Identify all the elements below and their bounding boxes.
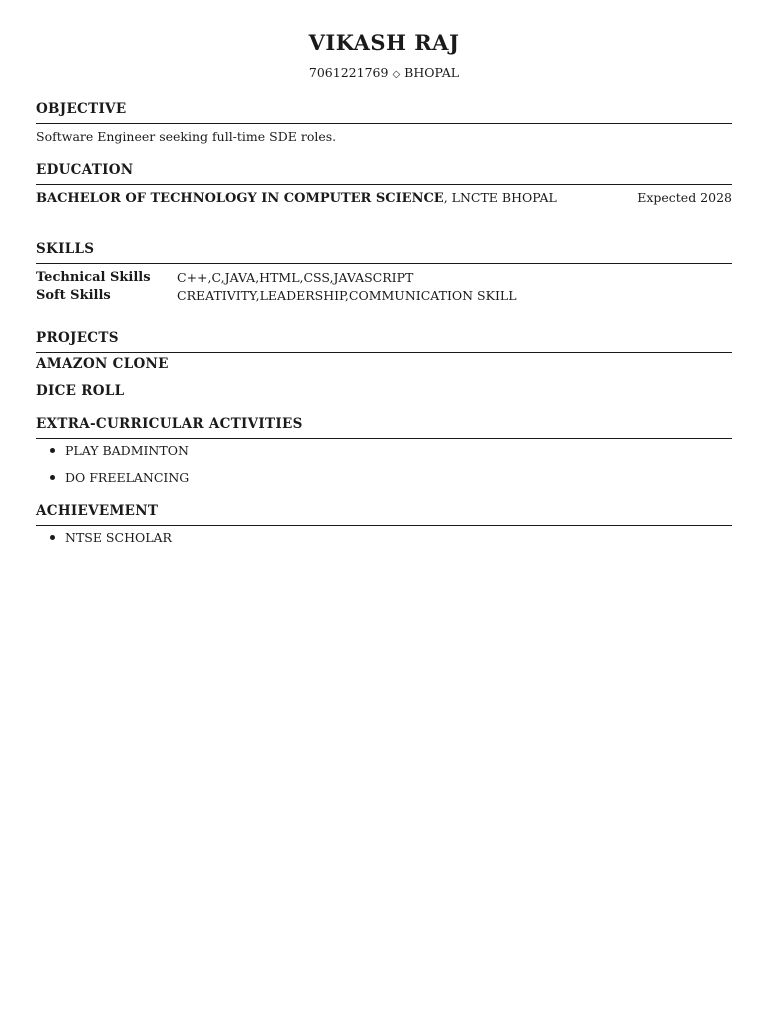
bullet-icon: [50, 448, 55, 453]
bullet-icon: [50, 535, 55, 540]
education-institution: , LNCTE BHOPAL: [443, 190, 557, 205]
section-divider: [36, 352, 732, 353]
education-degree: BACHELOR OF TECHNOLOGY IN COMPUTER SCIENCE: [36, 191, 444, 206]
section-title-objective: OBJECTIVE: [36, 101, 127, 117]
section-title-achievement: ACHIEVEMENT: [36, 503, 159, 519]
bullet-icon: [50, 475, 55, 480]
section-title-projects: PROJECTS: [36, 330, 119, 346]
location: BHOPAL: [404, 65, 460, 80]
section-title-skills: SKILLS: [36, 241, 95, 257]
project-item: DICE ROLL: [36, 383, 125, 399]
list-item-text: DO FREELANCING: [65, 470, 190, 485]
list-item-text: NTSE SCHOLAR: [65, 530, 172, 545]
education-date: Expected 2028: [637, 190, 732, 205]
list-item: [50, 443, 189, 458]
list-item: [50, 470, 189, 485]
contact-line: [36, 65, 732, 80]
diamond-separator-icon: ◇: [392, 69, 401, 80]
project-item: AMAZON CLONE: [36, 356, 169, 372]
section-divider: [36, 123, 732, 124]
section-divider: [36, 525, 732, 526]
phone-number: 7061221769: [308, 65, 389, 80]
section-divider: [36, 263, 732, 264]
list-item: [50, 530, 172, 545]
section-title-extracurricular: EXTRA-CURRICULAR ACTIVITIES: [36, 416, 303, 432]
resume-name: VIKASH RAJ: [308, 30, 460, 55]
list-item-text: PLAY BADMINTON: [65, 443, 189, 458]
skill-value: C++,C,JAVA,HTML,CSS,JAVASCRIPT: [177, 270, 414, 285]
skill-label: Soft Skills: [36, 288, 111, 303]
section-divider: [36, 438, 732, 439]
skill-label: Technical Skills: [36, 270, 151, 285]
skill-value: CREATIVITY,LEADERSHIP,COMMUNICATION SKILL: [177, 288, 517, 303]
section-divider: [36, 184, 732, 185]
objective-text: Software Engineer seeking full-time SDE roles.: [36, 129, 337, 144]
section-title-education: EDUCATION: [36, 162, 134, 178]
education-entry: [36, 190, 557, 206]
